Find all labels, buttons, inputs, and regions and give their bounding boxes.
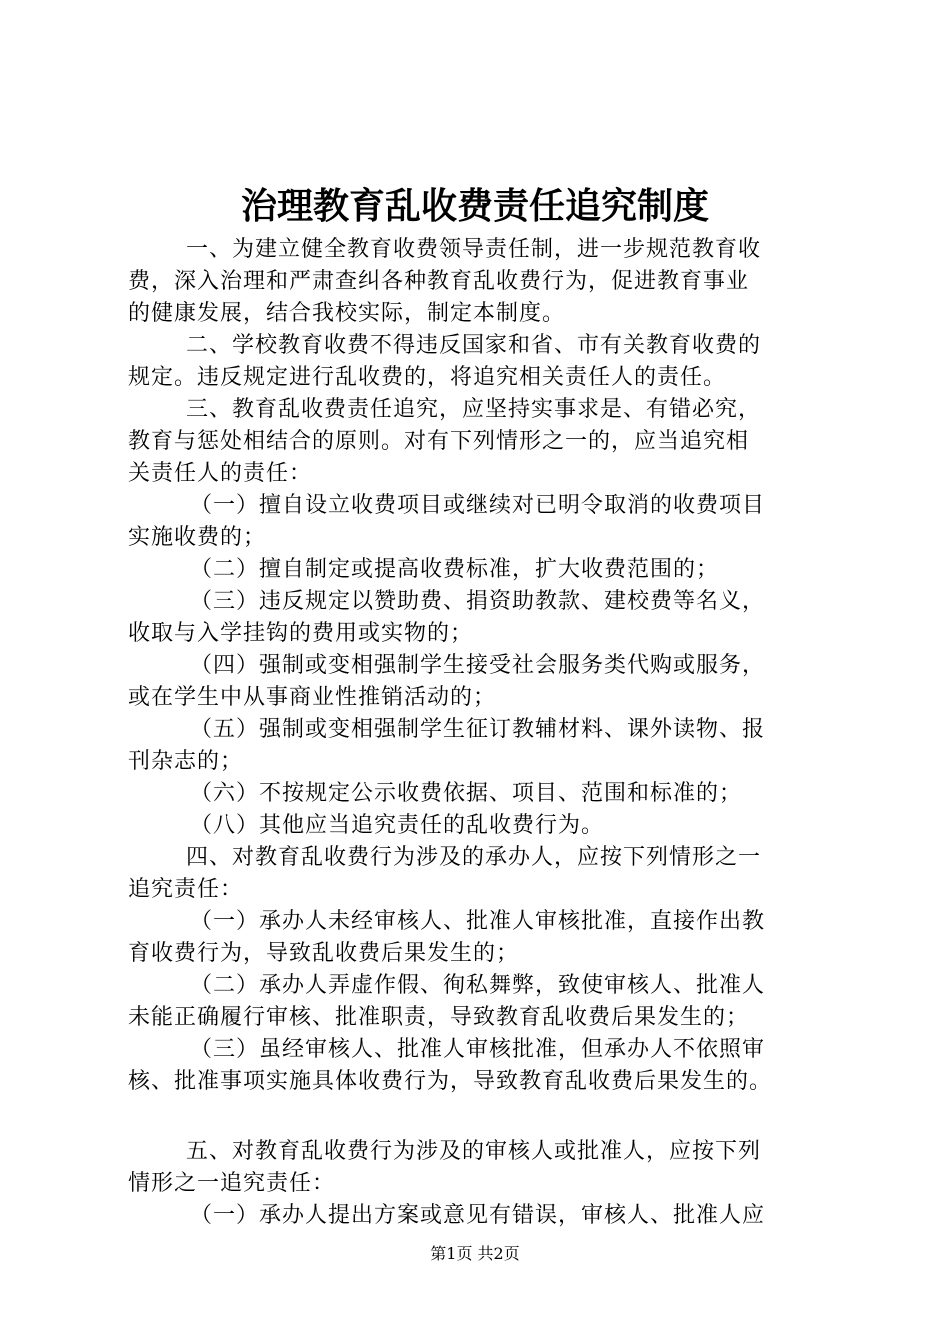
paragraph-line: 或在学生中从事商业性推销活动的；	[128, 685, 497, 710]
paragraph-line: 育收费行为，导致乱收费后果发生的；	[128, 941, 520, 966]
paragraph-line: 一、为建立健全教育收费领导责任制，进一步规范教育收	[186, 237, 762, 262]
paragraph-line: 收取与入学挂钩的费用或实物的；	[128, 621, 474, 646]
paragraph-line: （六）不按规定公示收费依据、项目、范围和标准的；	[190, 781, 743, 806]
paragraph-line: （三）违反规定以赞助费、捐资助教款、建校费等名义，	[190, 589, 766, 614]
paragraph-line: （一）承办人未经审核人、批准人审核批准，直接作出教	[190, 909, 766, 934]
paragraph-line: （三）虽经审核人、批准人审核批准，但承办人不依照审	[190, 1037, 766, 1062]
paragraph-line: （二）擅自制定或提高收费标准，扩大收费范围的；	[190, 557, 720, 582]
paragraph-line: （八）其他应当追究责任的乱收费行为。	[190, 813, 605, 838]
paragraph-line: 四、对教育乱收费行为涉及的承办人，应按下列情形之一	[186, 845, 762, 870]
paragraph-line: 规定。违反规定进行乱收费的，将追究相关责任人的责任。	[128, 365, 727, 390]
paragraph-line: 的健康发展，结合我校实际，制定本制度。	[128, 301, 566, 326]
paragraph-line: 刊杂志的；	[128, 749, 244, 774]
paragraph-line: 教育与惩处相结合的原则。对有下列情形之一的，应当追究相	[128, 429, 750, 454]
paragraph-line: （五）强制或变相强制学生征订教辅材料、课外读物、报	[190, 717, 766, 742]
paragraph-line: （一）擅自设立收费项目或继续对已明令取消的收费项目	[190, 493, 766, 518]
page-footer: 第1页 共2页	[430, 1244, 520, 1263]
paragraph-line: 五、对教育乱收费行为涉及的审核人或批准人，应按下列	[186, 1139, 762, 1164]
paragraph-line: 实施收费的；	[128, 525, 267, 550]
paragraph-line: （一）承办人提出方案或意见有错误，审核人、批准人应	[190, 1203, 766, 1228]
paragraph-line: 费，深入治理和严肃查纠各种教育乱收费行为，促进教育事业	[128, 269, 750, 294]
paragraph-line: 情形之一追究责任：	[128, 1171, 336, 1196]
paragraph-line: （四）强制或变相强制学生接受社会服务类代购或服务，	[190, 653, 766, 678]
document-body	[128, 234, 838, 1232]
paragraph-line: 未能正确履行审核、批准职责，导致教育乱收费后果发生的；	[128, 1005, 750, 1030]
paragraph-line: 核、批准事项实施具体收费行为，导致教育乱收费后果发生的。	[128, 1069, 773, 1094]
document-title: 治理教育乱收费责任追究制度	[240, 185, 709, 227]
paragraph-line: （二）承办人弄虚作假、徇私舞弊，致使审核人、批准人	[190, 973, 766, 998]
paragraph-gap	[128, 1098, 838, 1136]
paragraph-line: 三、教育乱收费责任追究，应坚持实事求是、有错必究，	[186, 397, 762, 422]
paragraph-line: 二、学校教育收费不得违反国家和省、市有关教育收费的	[186, 333, 762, 358]
paragraph-line: 追究责任：	[128, 877, 244, 902]
paragraph-line: 关责任人的责任：	[128, 461, 313, 486]
